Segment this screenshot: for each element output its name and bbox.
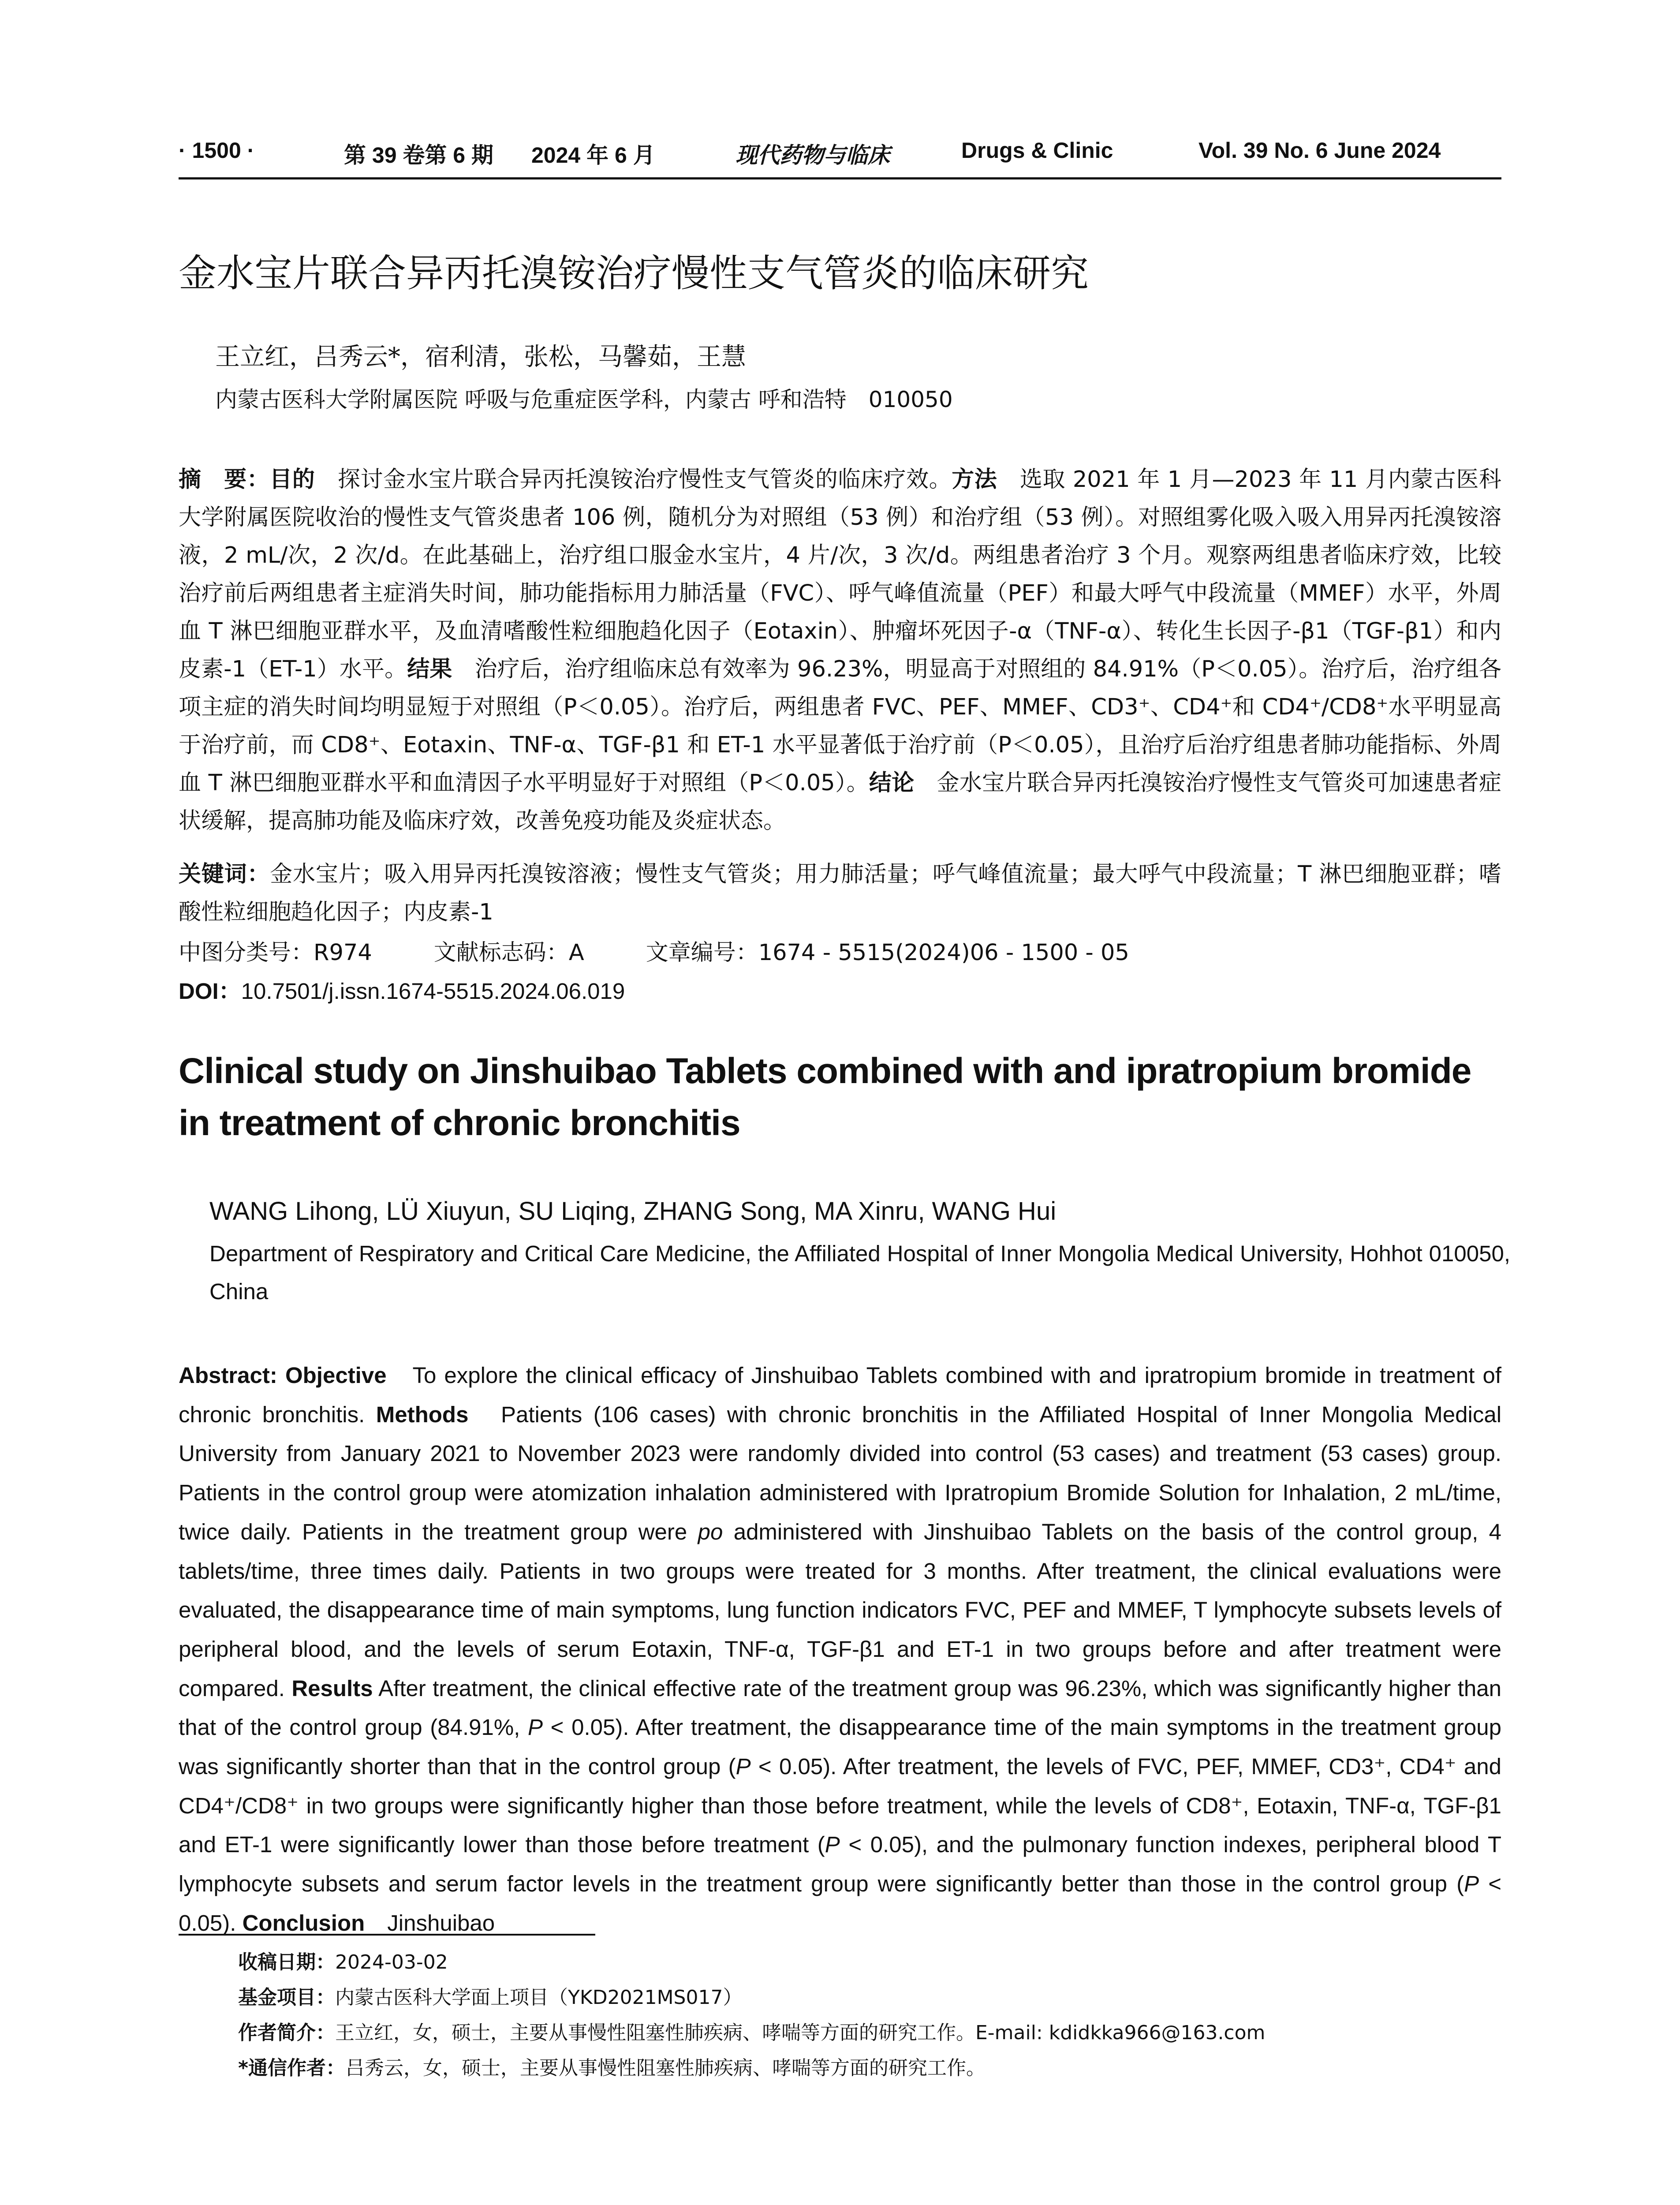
results-label-cn: 结果 bbox=[407, 656, 452, 682]
article-no-label: 文章编号： bbox=[646, 940, 758, 966]
bio-text: 王立红，女，硕士，主要从事慢性阻塞性肺疾病、哮喘等方面的研究工作。E-mail: kdidkka966@163.com bbox=[335, 2022, 1266, 2044]
results-text-en-a: After treatment, the clinical effective rate of the treatment group was 96.23%, which was significantly higher than that of the control group (84.91%, bbox=[179, 1675, 1501, 1740]
chinese-title: 金水宝片联合异丙托溴铵治疗慢性支气管炎的临床研究 bbox=[179, 251, 1089, 295]
bio-label: 作者简介： bbox=[238, 2022, 335, 2044]
fund-text: 内蒙古医科大学面上项目（YKD2021MS017） bbox=[335, 1986, 743, 2009]
results-text-en-b: < 0.05). After treatment, the disappearance time of the main symptoms in the treatment group was significantly shorter than that in the control group ( bbox=[179, 1715, 1501, 1779]
footnote-fund bbox=[238, 1984, 1499, 2011]
english-title: Clinical study on Jinshuibao Tablets combined with and ipratropium bromide in treatment of chronic bronchitis bbox=[179, 1051, 1471, 1143]
doc-code-value: A bbox=[568, 940, 584, 966]
objective-text-cn: 探讨金水宝片联合异丙托溴铵治疗慢性支气管炎的临床疗效。 bbox=[315, 467, 952, 493]
po-abbrev: po bbox=[698, 1519, 723, 1544]
classification-line bbox=[179, 934, 1501, 972]
footnote-received bbox=[238, 1949, 1499, 1976]
methods-label-en: Methods bbox=[376, 1401, 469, 1427]
footnote-rule bbox=[179, 1934, 595, 1936]
date-cn: 2024 年 6 月 bbox=[531, 143, 655, 168]
results-text-en-e: < 0.05). bbox=[179, 1871, 1501, 1936]
p-symbol: P bbox=[825, 1832, 840, 1857]
p-symbol: P bbox=[735, 1754, 751, 1779]
header-rule bbox=[179, 177, 1501, 179]
received-label: 收稿日期： bbox=[238, 1951, 335, 1973]
doi-line bbox=[179, 972, 1501, 1010]
conclusion-label-en: Conclusion bbox=[242, 1910, 365, 1936]
received-date: 2024-03-02 bbox=[335, 1951, 448, 1973]
objective-text-en: To explore the clinical efficacy of Jinshuibao Tablets combined with and ipratropium bromide in treatment of chronic bronchitis. bbox=[179, 1363, 1501, 1427]
results-text-cn: 治疗后，治疗组临床总有效率为 96.23%，明显高于对照组的 84.91%（P＜0.05）。治疗后，治疗组各项主症的消失时间均明显短于对照组（P＜0.05）。治疗后，两组患者 FVC、PEF、MMEF、CD3⁺、CD4⁺和 CD4⁺/CD8⁺水平明显高于治疗前，而 CD8⁺、Eotaxin、TNF-α、TGF-β1 和 ET-1 水平显著低于治疗前（P＜0.05），且治疗后治疗组患者肺功能指标、外周血 T 淋巴细胞亚群水平和血清因子水平明显好于对照组（P＜0.05）。 bbox=[179, 656, 1501, 796]
chinese-affiliation: 内蒙古医科大学附属医院 呼吸与危重症医学科，内蒙古 呼和浩特 010050 bbox=[215, 387, 953, 412]
volume-issue-cn: 第 39 卷第 6 期 bbox=[344, 143, 493, 168]
corresponding-text: 吕秀云，女，硕士，主要从事慢性阻塞性肺疾病、哮喘等方面的研究工作。 bbox=[345, 2057, 986, 2079]
doi-label: DOI： bbox=[179, 979, 241, 1004]
chinese-keywords bbox=[179, 856, 1501, 931]
footnote-author-bio bbox=[238, 2020, 1499, 2046]
abstract-label-cn: 摘 要： bbox=[179, 467, 270, 493]
english-affiliation: Department of Respiratory and Critical Care Medicine, the Affiliated Hospital of Inner Mongolia Medical University, Hohhot 010050, China bbox=[209, 1241, 1510, 1304]
methods-text-en-b: administered with Jinshuibao Tablets on the basis of the control group, 4 tablets/time, three times daily. Patients in two groups were treated for 3 months. After treatment, the clinical evaluations were evaluated, the disappearance time of main symptoms, lung function indicators FVC, PEF and MMEF, T lymphocyte subsets levels of peripheral blood, and the levels of serum Eotaxin, TNF-α, TGF-β1 and ET-1 in two groups before and after treatment were compared. bbox=[179, 1519, 1501, 1701]
corresponding-label: *通信作者： bbox=[238, 2057, 346, 2079]
footnote-corresponding bbox=[238, 2055, 1499, 2082]
abstract-label-en: Abstract: bbox=[179, 1363, 277, 1388]
objective-label-en: Objective bbox=[285, 1363, 387, 1388]
methods-text-en-a: Patients (106 cases) with chronic bronchitis in the Affiliated Hospital of Inner Mongolia Medical University from January 2021 to November 2023 were randomly divided into control (53 cases) and treatment (53 cases) group. Patients in the control group were atomization inhalation administered with Ipratropium Bromide Solution for Inhalation, 2 mL/time, twice daily. Patients in the treatment group were bbox=[179, 1401, 1502, 1544]
chinese-authors: 王立红，吕秀云*，宿利清，张松，马馨茹，王慧 bbox=[215, 343, 746, 371]
results-text-en-c: < 0.05). After treatment, the levels of FVC, PEF, MMEF, CD3⁺, CD4⁺ and CD4⁺/CD8⁺ in two groups were significantly higher than those before treatment, while the levels of CD8⁺, Eotaxin, TNF-α, TGF-β1 and ET-1 were significantly lower than those before treatment ( bbox=[179, 1754, 1501, 1857]
volume-issue-en: Vol. 39 No. 6 June 2024 bbox=[1198, 138, 1441, 163]
fund-label: 基金项目： bbox=[238, 1986, 335, 2009]
journal-name-cn: 现代药物与临床 bbox=[735, 142, 890, 168]
running-header bbox=[0, 138, 1680, 173]
doi-value: 10.7501/j.issn.1674-5515.2024.06.019 bbox=[241, 979, 625, 1004]
article-no-value: 1674 - 5515(2024)06 - 1500 - 05 bbox=[758, 940, 1129, 966]
journal-name-en: Drugs & Clinic bbox=[961, 138, 1113, 163]
english-abstract bbox=[179, 1356, 1501, 1943]
conclusion-text-cn: 金水宝片联合异丙托溴铵治疗慢性支气管炎可加速患者症状缓解，提高肺功能及临床疗效，改善免疫功能及炎症状态。 bbox=[179, 770, 1501, 834]
doc-code-label: 文献标志码： bbox=[433, 940, 569, 966]
keywords-label-cn: 关键词： bbox=[179, 861, 270, 887]
p-symbol: P bbox=[1464, 1871, 1479, 1897]
methods-text-cn: 选取 2021 年 1 月—2023 年 11 月内蒙古医科大学附属医院收治的慢性支气管炎患者 106 例，随机分为对照组（53 例）和治疗组（53 例）。对照组雾化吸入吸入用异丙托溴铵溶液，2 mL/次，2 次/d。在此基础上，治疗组口服金水宝片，4 片/次，3 次/d。两组患者治疗 3 个月。观察两组患者临床疗效，比较治疗前后两组患者主症消失时间，肺功能指标用力肺活量（FVC）、呼气峰值流量（PEF）和最大呼气中段流量（MMEF）水平，外周血 T 淋巴细胞亚群水平，及血清嗜酸性粒细胞趋化因子（Eotaxin）、肿瘤坏死因子-α（TNF-α）、转化生长因子-β1（TGF-β1）和内皮素-1（ET-1）水平。 bbox=[179, 467, 1501, 682]
english-authors: WANG Lihong, LÜ Xiuyun, SU Liqing, ZHANG Song, MA Xinru, WANG Hui bbox=[209, 1197, 1057, 1226]
objective-label-cn: 目的 bbox=[269, 467, 315, 493]
chinese-abstract bbox=[179, 461, 1501, 840]
results-label-en: Results bbox=[291, 1675, 373, 1701]
clc-label: 中图分类号： bbox=[179, 940, 314, 966]
clc-value: R974 bbox=[314, 940, 372, 966]
page-number: · 1500 · bbox=[179, 138, 255, 163]
methods-label-cn: 方法 bbox=[952, 467, 997, 493]
results-text-en-d: < 0.05), and the pulmonary function indexes, peripheral blood T lymphocyte subsets and serum factor levels in the treatment group were significantly better than those in the control group ( bbox=[179, 1832, 1501, 1897]
conclusion-label-cn: 结论 bbox=[869, 770, 915, 796]
keywords-text-cn: 金水宝片；吸入用异丙托溴铵溶液；慢性支气管炎；用力肺活量；呼气峰值流量；最大呼气中段流量；T 淋巴细胞亚群；嗜酸性粒细胞趋化因子；内皮素-1 bbox=[179, 861, 1501, 925]
p-symbol: P bbox=[528, 1715, 543, 1740]
conclusion-text-en: Jinshuibao bbox=[365, 1910, 495, 1936]
